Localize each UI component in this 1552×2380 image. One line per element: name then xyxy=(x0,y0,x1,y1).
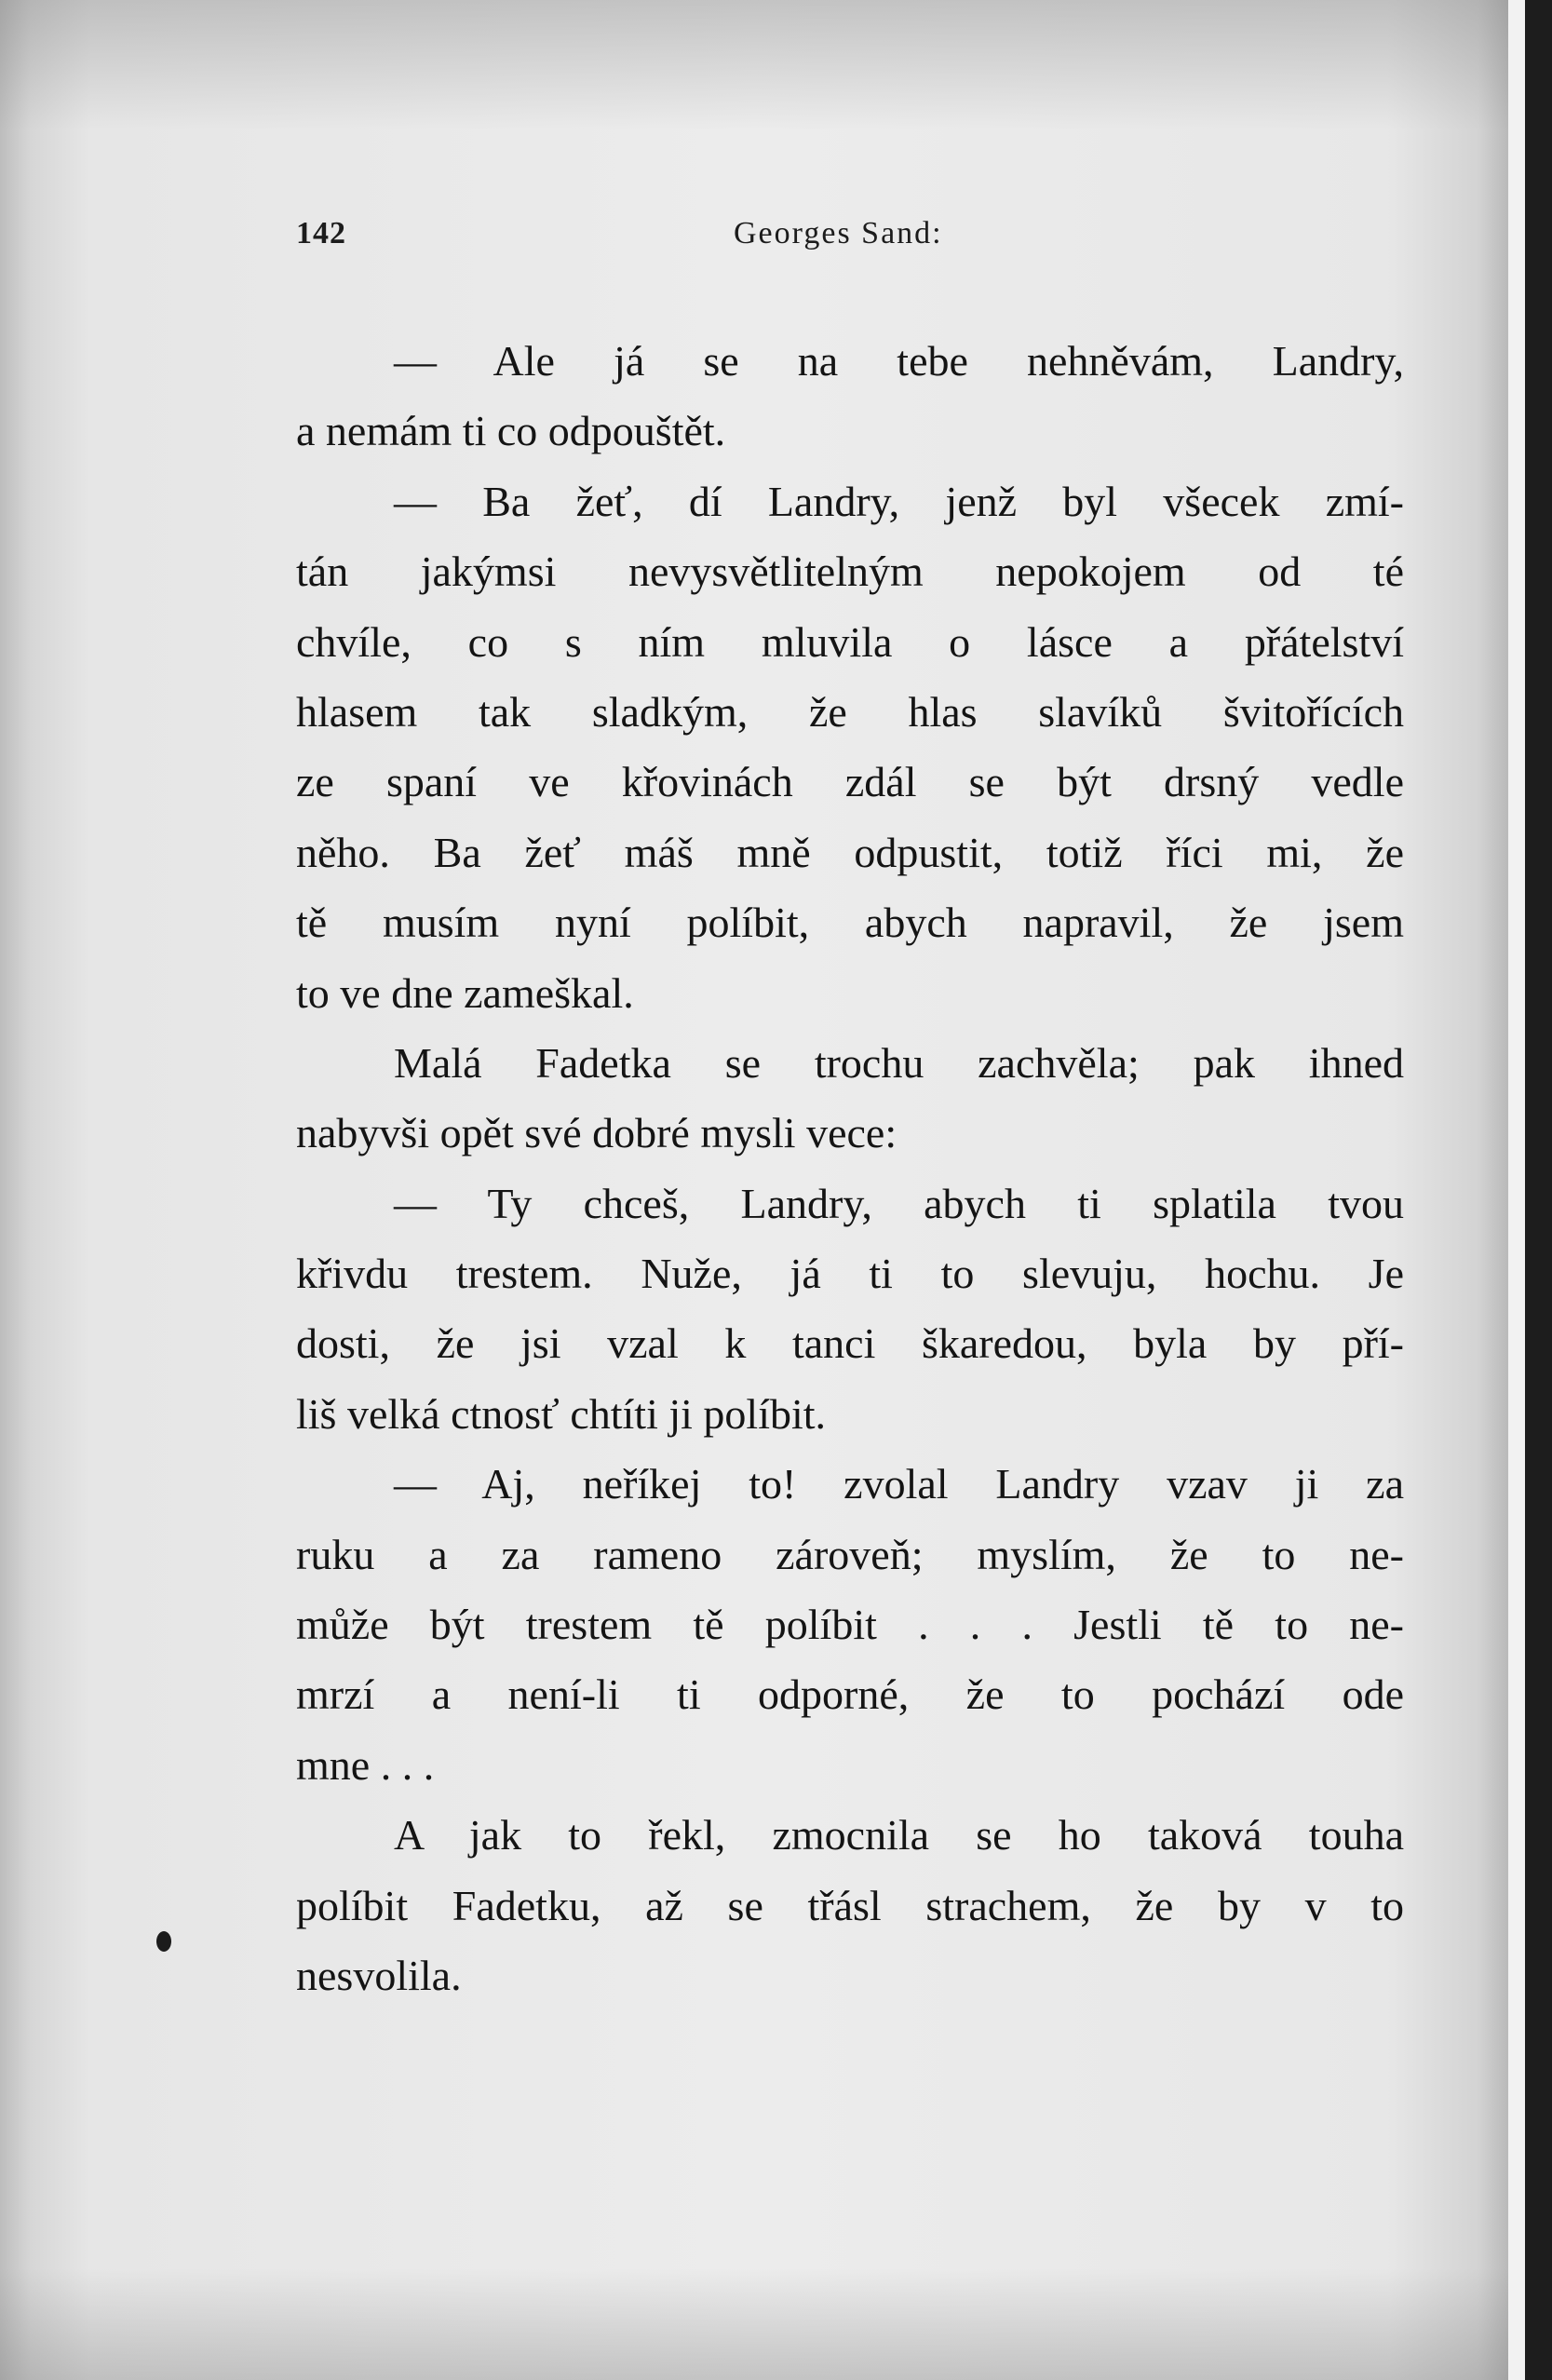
ink-speck xyxy=(156,1931,171,1952)
page-number: 142 xyxy=(296,216,346,250)
running-head: Georges Sand: xyxy=(734,216,943,250)
scan-border xyxy=(1525,0,1552,2380)
text-line: a nemám ti co odpouštět. xyxy=(296,407,726,455)
text-line: tán jakýmsi nevysvětlitelným nepokojem od té xyxy=(296,548,1404,596)
text-line: dosti, že jsi vzal k tanci škaredou, byla by pří- xyxy=(296,1319,1404,1368)
page-header xyxy=(296,216,1398,263)
text-line: chvíle, co s ním mluvila o lásce a přátelství xyxy=(296,617,1404,666)
text-line: nesvolila. xyxy=(296,1951,462,1999)
text-line: liš velká ctnosť chtíti ji políbit. xyxy=(296,1389,827,1438)
text-line: — Aj, neříkej to! zvolal Landry vzav ji za xyxy=(394,1460,1404,1508)
text-line: A jak to řekl, zmocnila se ho taková touha xyxy=(394,1811,1404,1859)
body-text xyxy=(296,326,1404,2010)
text-line: tě musím nyní políbit, abych napravil, že jsem xyxy=(296,899,1404,947)
text-line: mrzí a není-li ti odporné, že to pochází ode xyxy=(296,1670,1404,1719)
text-line: — Ale já se na tebe nehněvám, Landry, xyxy=(394,337,1404,385)
text-line: může být trestem tě políbit . . . Jestli tě to ne- xyxy=(296,1601,1404,1649)
text-line: křivdu trestem. Nuže, já ti to slevuju, hochu. Je xyxy=(296,1250,1404,1298)
text-line: nabyvši opět své dobré mysli vece: xyxy=(296,1109,897,1157)
page-edge xyxy=(1508,0,1525,2380)
text-line: ruku a za rameno zároveň; myslím, že to ne- xyxy=(296,1530,1404,1578)
text-line: — Ty chceš, Landry, abych ti splatila tvou xyxy=(394,1179,1404,1227)
text-line: to ve dne zameškal. xyxy=(296,968,634,1017)
text-line: políbit Fadetku, až se třásl strachem, že by v to xyxy=(296,1881,1404,1929)
text-line: ze spaní ve křovinách zdál se být drsný vedle xyxy=(296,758,1404,806)
text-line: Malá Fadetka se trochu zachvěla; pak ihned xyxy=(394,1038,1404,1087)
text-line: hlasem tak sladkým, že hlas slavíků švitořících xyxy=(296,687,1404,736)
text-line: něho. Ba žeť máš mně odpustit, totiž říci mi, že xyxy=(296,828,1404,876)
text-line: — Ba žeť, dí Landry, jenž byl všecek zmí- xyxy=(394,477,1404,525)
text-line: mne . . . xyxy=(296,1740,435,1789)
